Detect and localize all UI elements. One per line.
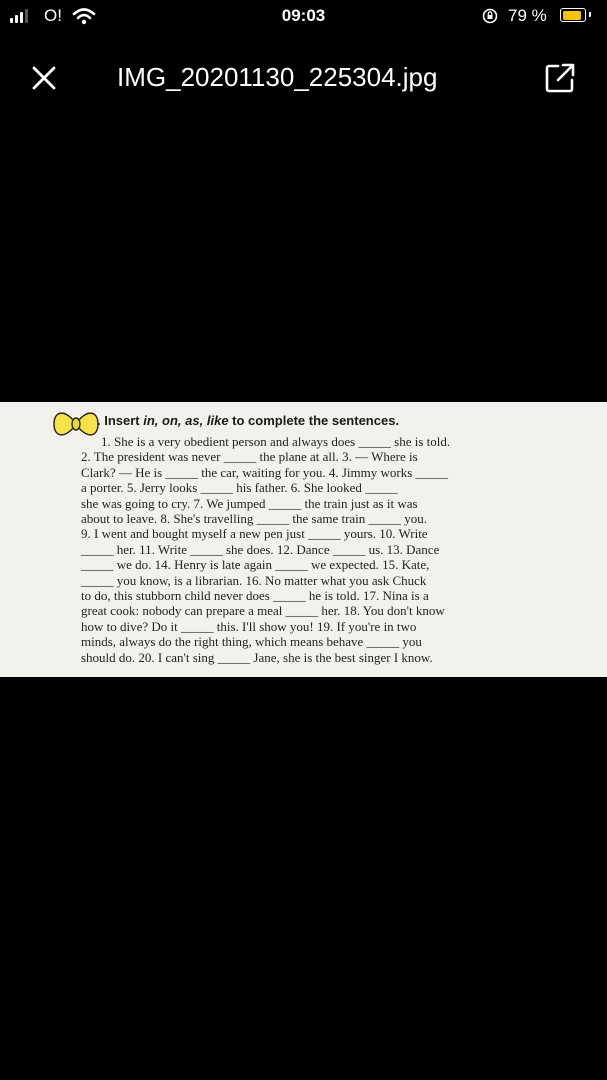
battery-nub [589,12,591,17]
exercise-line: to do, this stubborn child never does _____ he is told. 17. Nina is a [81,588,429,604]
exercise-line: should do. 20. I can't sing _____ Jane, she is the best singer I know. [81,649,433,665]
exercise-line: minds, always do the right thing, which means behave _____ you [81,634,422,650]
status-bar [0,0,607,34]
exercise-line: _____ you know, is a librarian. 16. No matter what you ask Chuck [81,572,427,588]
exercise-line: she was going to cry. 7. We jumped _____ the train just as it was [81,495,418,511]
exercise-line: _____ we do. 14. Henry is late again _____ we expected. 15. Kate, [81,557,430,573]
exercise-line: 2. The president was never _____ the plane at all. 3. — Where is [81,449,418,465]
exercise-line: great cook: nobody can prepare a meal _____ her. 18. You don't know [81,603,445,619]
heading-prefix: . Insert [97,413,144,428]
heading-word-in: in, [143,413,159,428]
battery-icon [560,8,586,22]
exercise-line: about to leave. 8. She's travelling _____ the same train _____ you. [81,511,428,527]
exercise-text [81,434,563,665]
file-name: IMG_20201130_225304.jpg [117,62,438,92]
exercise-line: 1. She is a very obedient person and always does _____ she is told. [101,434,451,449]
close-icon[interactable] [30,64,58,92]
viewer-toolbar [0,50,607,106]
rotation-lock-icon [482,8,498,24]
exercise-heading [97,413,399,428]
photo-image [0,402,607,677]
exercise-line: 9. I went and bought myself a new pen just _____ yours. 10. Write [81,526,428,542]
carrier-name: O! [44,6,62,25]
exercise-line: Clark? — He is _____ the car, waiting for you. 4. Jimmy works _____ [81,464,449,480]
battery-percent: 79 % [508,6,547,25]
exercise-line: a porter. 5. Jerry looks _____ his father. 6. She looked _____ [81,480,398,496]
exercise-line: how to dive? Do it _____ this. I'll show you! 19. If you're in two [81,618,417,634]
heading-word-as: as, [185,413,204,428]
exercise-line: _____ her. 11. Write _____ she does. 12. Dance _____ us. 13. Dance [81,541,440,557]
status-time: 09:03 [281,6,326,25]
open-external-icon[interactable] [545,63,575,93]
heading-word-on: on, [162,413,182,428]
heading-word-like: like [206,413,229,428]
heading-suffix: to complete the sentences. [228,413,400,428]
